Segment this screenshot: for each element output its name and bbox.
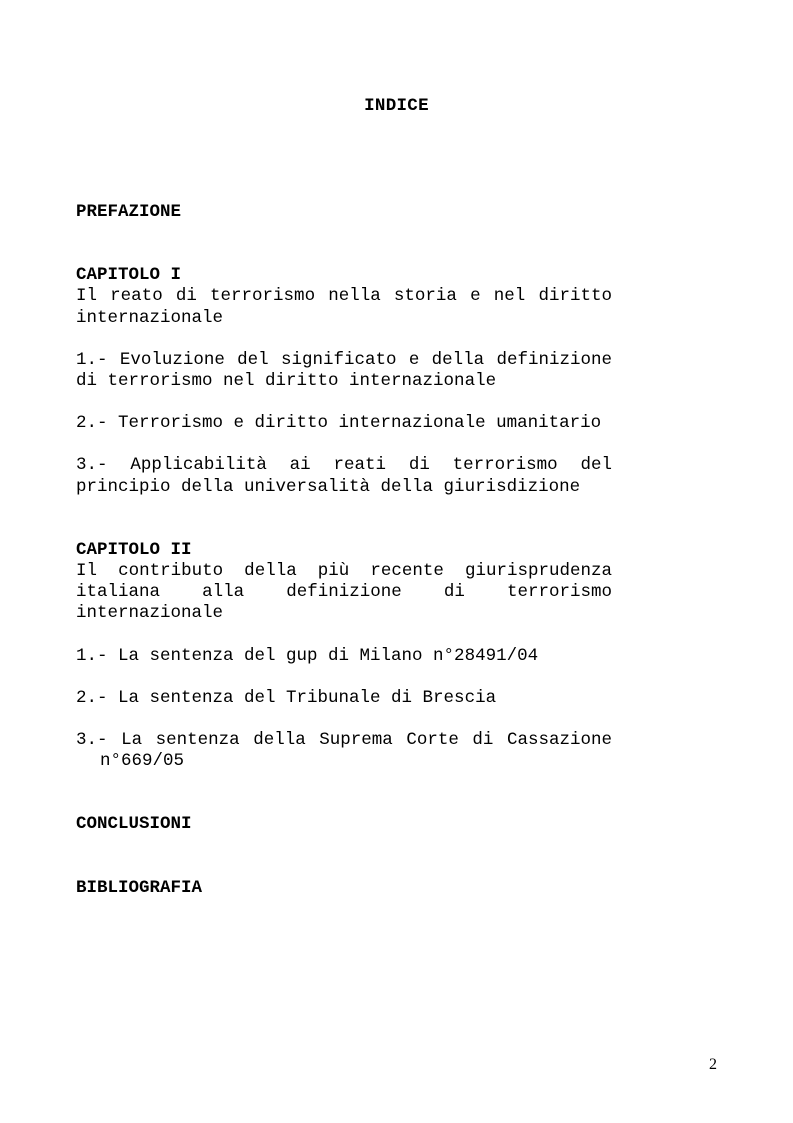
chapter-2-label: CAPITOLO II [76, 539, 192, 560]
chapter-1-title: Il reato di terrorismo nella storia e nel diritto internazionale [76, 286, 612, 328]
chapter-2-section-3: 3.- La sentenza della Suprema Corte di Cassazione n°669/05 [76, 730, 612, 772]
bibliography-heading: BIBLIOGRAFIA [76, 877, 203, 898]
chapter-2-section-1: 1.- La sentenza del gup di Milano n°28491/04 [76, 645, 539, 666]
page-number: 2 [709, 1056, 717, 1073]
chapter-2-title: Il contributo della più recente giurisprudenza italiana alla definizione di terrorismo internazionale [76, 561, 612, 624]
chapter-2-section-2: 2.- La sentenza del Tribunale di Brescia [76, 687, 497, 708]
chapter-1-section-3: 3.- Applicabilità ai reati di terrorismo del principio della universalità della giurisdizione [76, 455, 612, 497]
chapter-1-label: CAPITOLO I [76, 265, 182, 286]
conclusions-heading: CONCLUSIONI [76, 814, 192, 835]
table-of-contents [76, 202, 612, 899]
chapter-1-section-2: 2.- Terrorismo e diritto internazionale umanitario [76, 413, 602, 434]
preface-heading: PREFAZIONE [76, 202, 182, 222]
page-title: INDICE [364, 96, 429, 116]
chapter-1-section-1: 1.- Evoluzione del significato e della definizione di terrorismo nel diritto internazionale [76, 349, 612, 392]
